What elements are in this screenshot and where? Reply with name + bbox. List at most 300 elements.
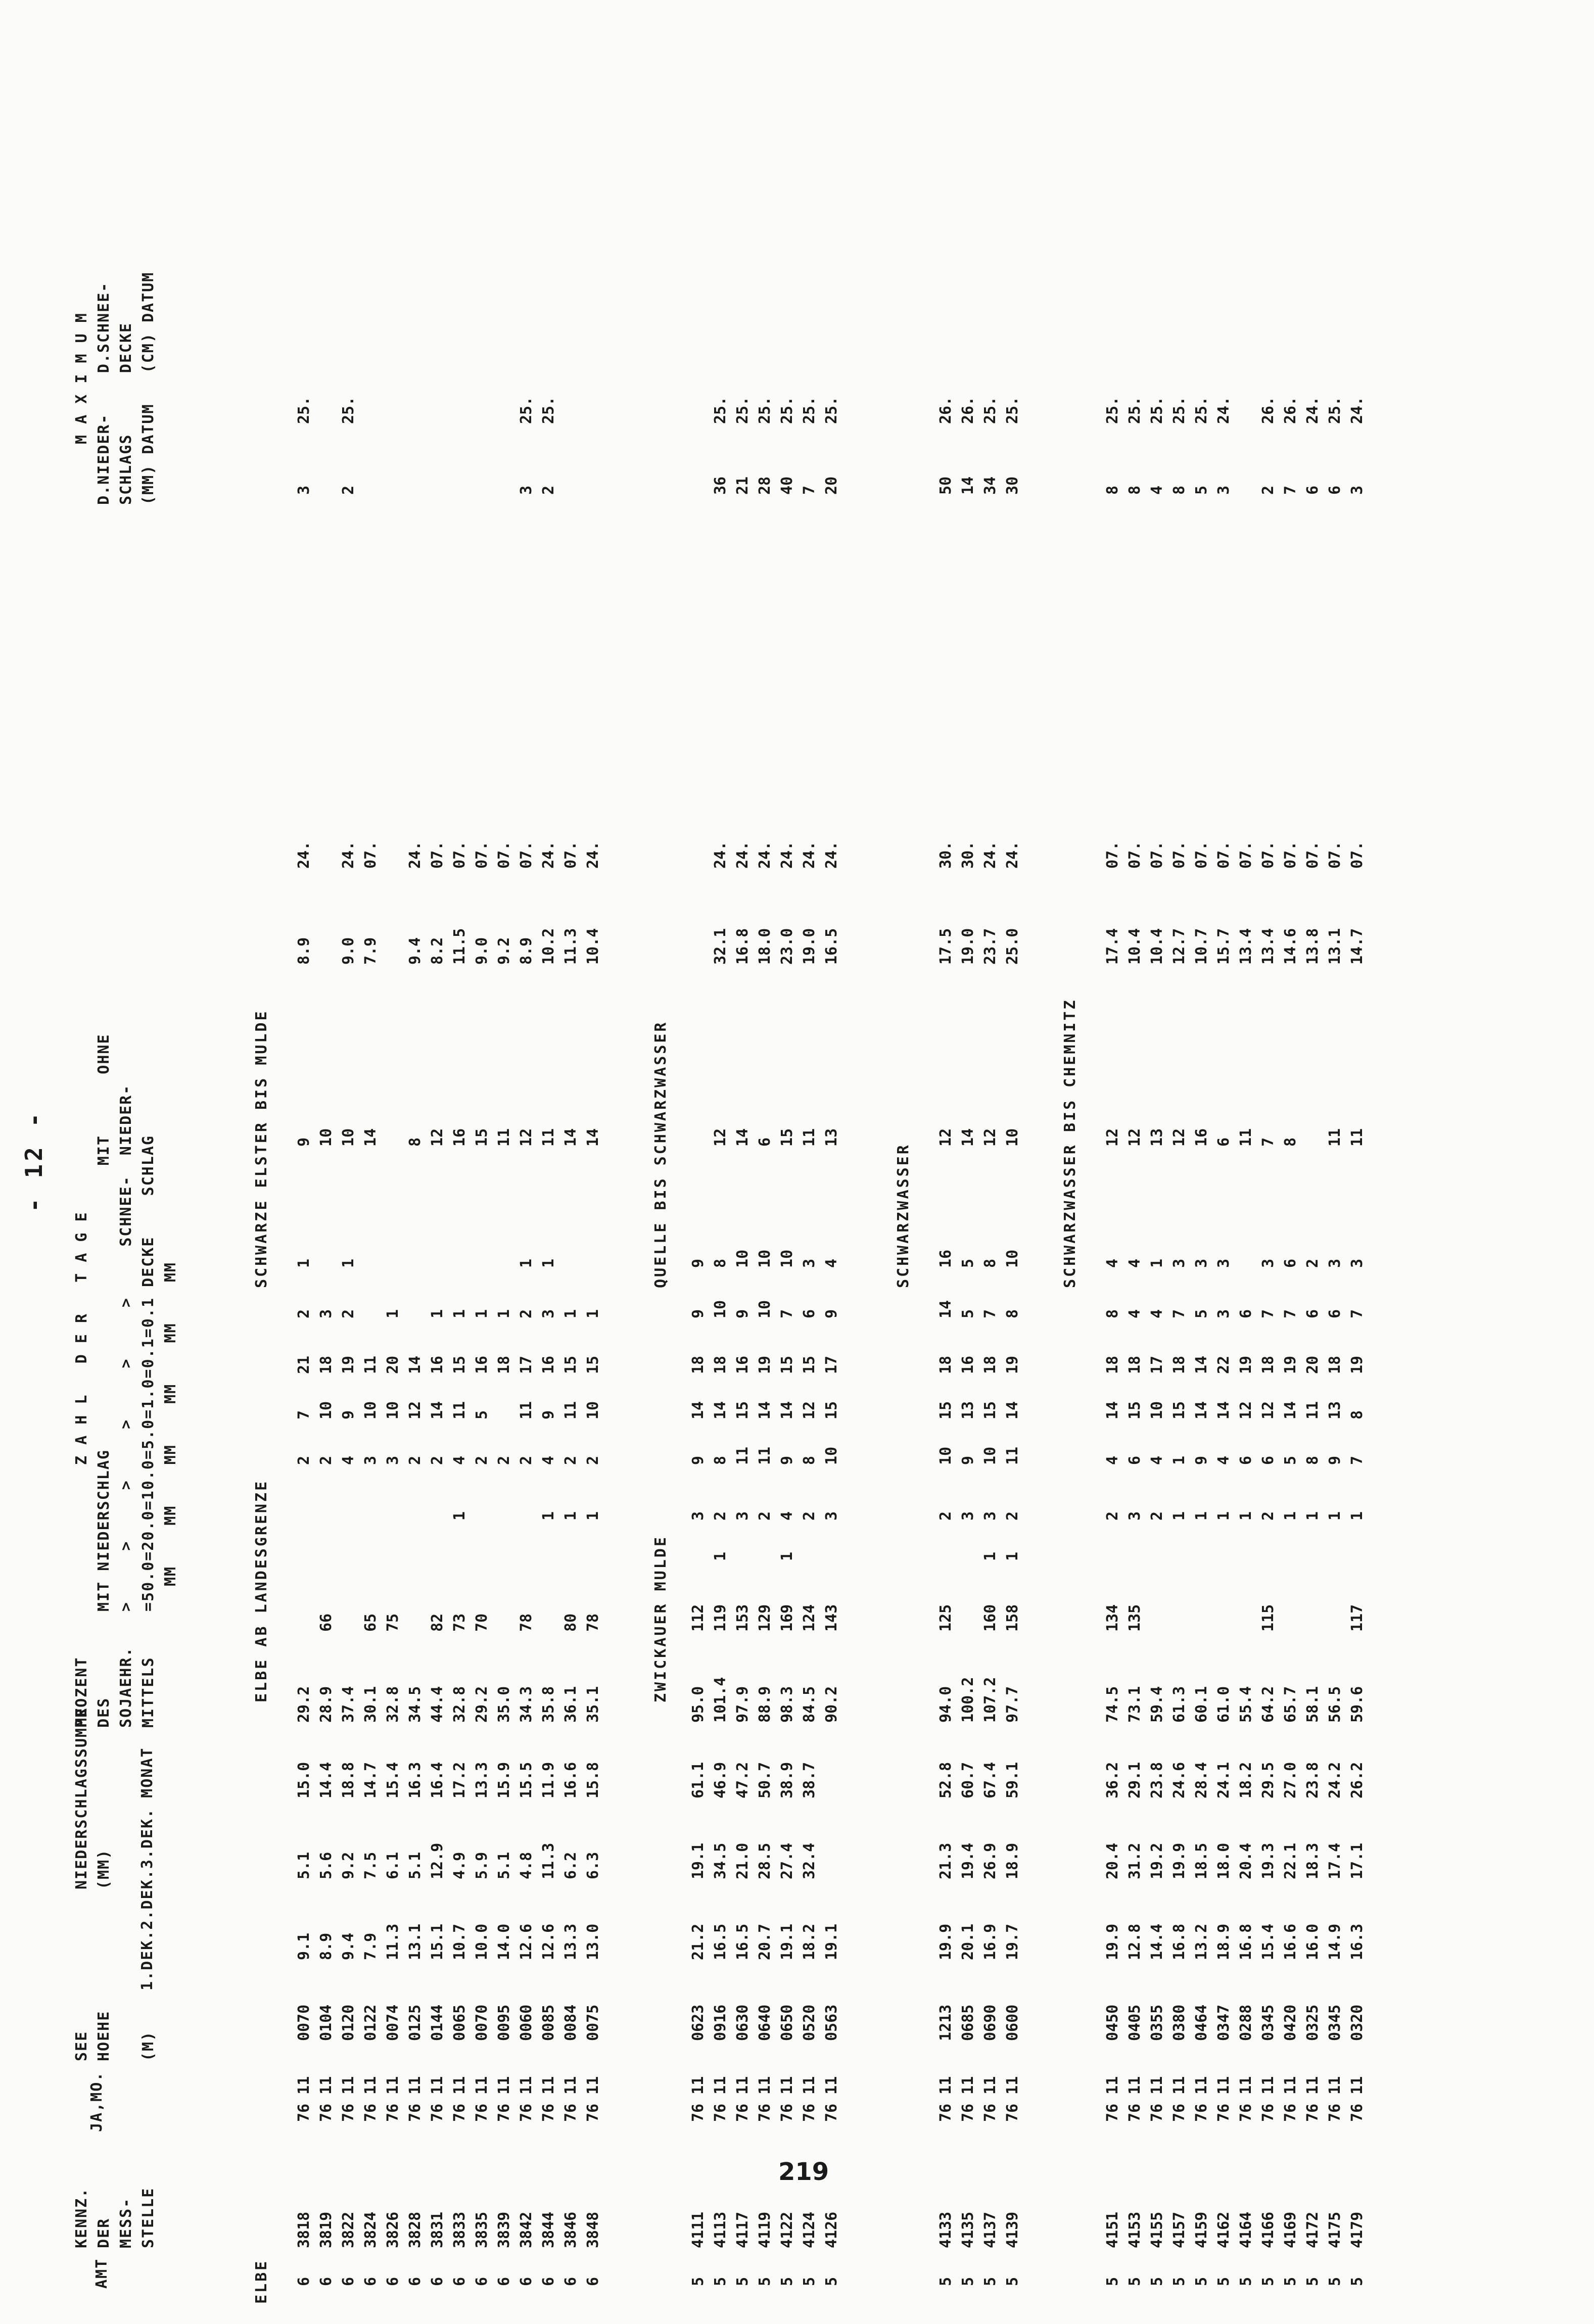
table-cell: 1 (981, 1551, 999, 1561)
table-cell: 9 (1326, 1455, 1344, 1465)
table-cell: 6 (801, 1309, 818, 1318)
table-cell: 5 (689, 2276, 707, 2286)
table-cell: 24.2 (1326, 1762, 1344, 1798)
table-cell: 12 (1237, 1401, 1255, 1419)
table-cell: 0916 (712, 2004, 729, 2041)
table-cell: 13.4 (1237, 928, 1255, 965)
table-cell: 16 (429, 1355, 446, 1374)
table-cell: 15.8 (584, 1762, 602, 1798)
table-cell: 0420 (1282, 2004, 1299, 2041)
table-cell: 15 (473, 1128, 491, 1147)
table-cell: 3 (295, 485, 313, 495)
table-cell: 12 (937, 1128, 955, 1147)
table-cell: 35.8 (540, 1686, 557, 1723)
table-cell: 7 (1348, 1309, 1366, 1318)
table-cell: 10 (823, 1446, 840, 1465)
table-cell: 0070 (295, 2004, 313, 2041)
table-cell: 16.5 (734, 1923, 752, 1960)
table-cell: 29.2 (295, 1686, 313, 1723)
table-cell: 4157 (1170, 2211, 1188, 2248)
table-cell: 19.1 (689, 1842, 707, 1879)
table-cell: 15.4 (384, 1762, 402, 1798)
table-cell: 8 (981, 1258, 999, 1268)
table-cell: 6 (1126, 1455, 1144, 1465)
table-cell: 14 (712, 1401, 729, 1419)
table-cell: 8.9 (295, 937, 313, 965)
table-cell: 4155 (1148, 2211, 1166, 2248)
table-cell: 4111 (689, 2211, 707, 2248)
table-cell: 6 (540, 2276, 557, 2286)
table-cell: 11 (801, 1128, 818, 1147)
table-cell: 5 (1193, 485, 1210, 495)
table-cell: 15 (778, 1355, 796, 1374)
table-cell: 11 (518, 1401, 535, 1419)
table-cell: 16.4 (429, 1762, 446, 1798)
table-cell: 1 (451, 1309, 468, 1318)
table-cell: 2 (473, 1455, 491, 1465)
section-label-elbe: ELBE (253, 2259, 270, 2304)
table-cell: 14 (362, 1128, 380, 1147)
table-cell: 8 (712, 1258, 729, 1268)
table-cell: 07. (1148, 841, 1166, 869)
table-cell: 12 (1170, 1128, 1188, 1147)
table-cell: 5 (1326, 2276, 1344, 2286)
table-cell: 12 (1126, 1128, 1144, 1147)
table-cell: 7.5 (362, 1852, 380, 1879)
table-cell: 0520 (801, 2004, 818, 2041)
table-cell: 0345 (1259, 2004, 1277, 2041)
table-cell: 32.8 (384, 1686, 402, 1723)
table-cell: 7 (1170, 1309, 1188, 1318)
table-cell: 16 (959, 1355, 977, 1374)
table-cell: 1 (1237, 1511, 1255, 1521)
table-cell: 22 (1215, 1355, 1233, 1374)
table-cell: 16.0 (1304, 1923, 1322, 1960)
table-cell: 14.7 (1348, 928, 1366, 965)
table-cell: 76 11 (540, 2076, 557, 2122)
table-cell: 10 (1004, 1128, 1021, 1147)
table-cell: 3 (1215, 485, 1233, 495)
table-cell: 0464 (1193, 2004, 1210, 2041)
table-cell: 76 11 (1237, 2076, 1255, 2122)
table-cell: 5 (959, 1309, 977, 1318)
table-cell: 14 (406, 1355, 424, 1374)
table-cell: 28.4 (1193, 1762, 1210, 1798)
table-cell: 13 (1326, 1401, 1344, 1419)
section-zahl-label-0: SCHWARZE ELSTER BIS MULDE (253, 1009, 270, 1288)
table-cell: 14 (429, 1401, 446, 1419)
table-cell: 78 (584, 1613, 602, 1632)
table-cell: 6 (340, 2276, 357, 2286)
table-cell: 0070 (473, 2004, 491, 2041)
table-cell: 15.0 (295, 1762, 313, 1798)
table-cell: 10 (362, 1401, 380, 1419)
table-cell: 1 (540, 1258, 557, 1268)
table-cell: 26. (1282, 396, 1299, 424)
table-cell: 24. (823, 841, 840, 869)
table-cell: 24. (1215, 396, 1233, 424)
table-cell: 19.9 (1170, 1842, 1188, 1879)
table-cell: 0347 (1215, 2004, 1233, 2041)
table-cell: 76 11 (451, 2076, 468, 2122)
table-cell: 9 (540, 1410, 557, 1419)
table-cell: 24.1 (1215, 1762, 1233, 1798)
table-cell: 5 (1259, 2276, 1277, 2286)
table-cell: 34.3 (518, 1686, 535, 1723)
table-cell: 14 (959, 1128, 977, 1147)
table-cell: 2 (495, 1455, 513, 1465)
table-cell: 12.6 (540, 1923, 557, 1960)
table-cell: 6 (384, 2276, 402, 2286)
header-amt: AMT (93, 2258, 111, 2289)
table-cell: 10 (317, 1401, 335, 1419)
table-cell: 18 (981, 1355, 999, 1374)
table-cell: 76 11 (518, 2076, 535, 2122)
table-cell: 107.2 (981, 1677, 999, 1723)
table-cell: 4119 (756, 2211, 774, 2248)
table-cell: 6 (495, 2276, 513, 2286)
table-cell: 0085 (540, 2004, 557, 2041)
table-cell: 07. (1259, 841, 1277, 869)
table-cell: 4151 (1104, 2211, 1121, 2248)
table-cell: 14 (1104, 1401, 1121, 1419)
table-cell: 9 (340, 1410, 357, 1419)
table-cell: 6 (1237, 1309, 1255, 1318)
table-cell: 3 (1215, 1309, 1233, 1318)
table-cell: 5 (937, 2276, 955, 2286)
table-cell: 4124 (801, 2211, 818, 2248)
table-cell: 10 (712, 1300, 729, 1318)
table-cell: 14.9 (1326, 1923, 1344, 1960)
table-cell: 6 (1326, 1309, 1344, 1318)
table-cell: 0690 (981, 2004, 999, 2041)
table-cell: 5 (1004, 2276, 1021, 2286)
table-cell: 13.0 (584, 1923, 602, 1960)
table-cell: 21.0 (734, 1842, 752, 1879)
table-cell: 76 11 (473, 2076, 491, 2122)
table-cell: 26. (959, 396, 977, 424)
table-cell: 10 (1004, 1249, 1021, 1268)
table-cell: 24. (1304, 396, 1322, 424)
table-cell: 4166 (1259, 2211, 1277, 2248)
table-cell: 10 (1148, 1401, 1166, 1419)
table-cell: 11.3 (562, 928, 580, 965)
table-cell: 134 (1104, 1604, 1121, 1632)
table-cell: 82 (429, 1613, 446, 1632)
table-cell: 20.7 (756, 1923, 774, 1960)
table-cell: 0144 (429, 2004, 446, 2041)
table-cell: 14 (778, 1401, 796, 1419)
table-cell: 5 (712, 2276, 729, 2286)
table-cell: 8.9 (317, 1932, 335, 1960)
table-cell: 3 (362, 1455, 380, 1465)
table-cell: 1 (429, 1309, 446, 1318)
table-cell: 20 (823, 476, 840, 495)
table-cell: 6.1 (384, 1852, 402, 1879)
table-cell: 12.6 (518, 1923, 535, 1960)
table-cell: 74.5 (1104, 1686, 1121, 1723)
table-cell: 07. (1126, 841, 1144, 869)
table-cell: 4169 (1282, 2211, 1299, 2248)
table-cell: 4 (1215, 1455, 1233, 1465)
table-cell: 19 (756, 1355, 774, 1374)
table-cell: 11 (562, 1401, 580, 1419)
table-cell: 76 11 (362, 2076, 380, 2122)
table-cell: 1 (1348, 1511, 1366, 1521)
table-cell: 4164 (1237, 2211, 1255, 2248)
table-cell: 12.8 (1126, 1923, 1144, 1960)
table-cell: 20 (384, 1355, 402, 1374)
table-cell: 15 (778, 1128, 796, 1147)
table-cell: 18.2 (801, 1923, 818, 1960)
table-cell: 3 (734, 1511, 752, 1521)
table-cell: 73.1 (1126, 1686, 1144, 1723)
table-cell: 07. (1326, 841, 1344, 869)
table-cell: 16.8 (734, 928, 752, 965)
table-cell: 9.4 (340, 1932, 357, 1960)
table-cell: 15.5 (518, 1762, 535, 1798)
table-cell: 14.6 (1282, 928, 1299, 965)
table-cell: 19 (1237, 1355, 1255, 1374)
table-cell: 07. (1170, 841, 1188, 869)
table-cell: 18 (495, 1355, 513, 1374)
table-cell: 64.2 (1259, 1686, 1277, 1723)
table-cell: 6 (518, 2276, 535, 2286)
table-cell: 15 (562, 1355, 580, 1374)
table-cell: 10 (756, 1249, 774, 1268)
table-cell: 27.0 (1282, 1762, 1299, 1798)
table-cell: 6 (295, 2276, 313, 2286)
table-cell: 11 (540, 1128, 557, 1147)
table-cell: 3 (518, 485, 535, 495)
table-cell: 0685 (959, 2004, 977, 2041)
table-cell: 9 (1193, 1455, 1210, 1465)
table-cell: 12 (518, 1128, 535, 1147)
table-cell: 4 (1104, 1258, 1121, 1268)
table-cell: 1 (1304, 1511, 1322, 1521)
table-cell: 15 (734, 1401, 752, 1419)
table-cell: 21 (734, 476, 752, 495)
table-cell: 90.2 (823, 1686, 840, 1723)
table-cell: 3 (384, 1455, 402, 1465)
table-cell: 17 (1148, 1355, 1166, 1374)
table-cell: 19 (1282, 1355, 1299, 1374)
table-cell: 12.9 (429, 1842, 446, 1879)
table-cell: 135 (1126, 1604, 1144, 1632)
table-cell: 76 11 (317, 2076, 335, 2122)
table-cell: 76 11 (823, 2076, 840, 2122)
table-cell: 11 (1237, 1128, 1255, 1147)
table-cell: 0380 (1170, 2004, 1188, 2041)
table-cell: 5 (734, 2276, 752, 2286)
table-cell: 76 11 (406, 2076, 424, 2122)
table-cell: 29.1 (1126, 1762, 1144, 1798)
table-cell: 07. (1215, 841, 1233, 869)
table-cell: 6 (756, 1137, 774, 1147)
table-cell: 5 (473, 1410, 491, 1419)
table-cell: 67.4 (981, 1762, 999, 1798)
table-cell: 36 (712, 476, 729, 495)
table-cell: 76 11 (756, 2076, 774, 2122)
table-cell: 76 11 (1282, 2076, 1299, 2122)
table-cell: 4139 (1004, 2211, 1021, 2248)
page-marker: - 12 - (20, 1110, 48, 1212)
table-cell: 18 (1326, 1355, 1344, 1374)
table-cell: 9 (295, 1137, 313, 1147)
table-cell: 1 (340, 1258, 357, 1268)
table-cell: 76 11 (1126, 2076, 1144, 2122)
table-cell: 4 (540, 1455, 557, 1465)
table-cell: 7 (1282, 485, 1299, 495)
table-cell: 12 (981, 1128, 999, 1147)
table-cell: 76 11 (689, 2076, 707, 2122)
table-cell: 6.3 (584, 1852, 602, 1879)
table-cell: 61.0 (1215, 1686, 1233, 1723)
table-cell: 153 (734, 1604, 752, 1632)
table-cell: 10 (778, 1249, 796, 1268)
table-cell: 59.4 (1148, 1686, 1166, 1723)
table-cell: 7 (801, 485, 818, 495)
table-cell: 10 (340, 1128, 357, 1147)
table-cell: 16.3 (406, 1762, 424, 1798)
table-cell: 52.8 (937, 1762, 955, 1798)
table-cell: 76 11 (562, 2076, 580, 2122)
table-cell: 07. (518, 841, 535, 869)
table-cell: 76 11 (1304, 2076, 1322, 2122)
page-number: 219 (778, 2158, 829, 2186)
table-cell: 2 (1148, 1511, 1166, 1521)
table-cell: 38.9 (778, 1762, 796, 1798)
table-cell: 119 (712, 1604, 729, 1632)
table-cell: 44.4 (429, 1686, 446, 1723)
header-see: SEE HOEHE (M) (73, 2010, 157, 2061)
table-cell: 5 (959, 1258, 977, 1268)
table-cell: 15 (801, 1355, 818, 1374)
table-cell: 2 (518, 1455, 535, 1465)
table-cell: 11 (1304, 1401, 1322, 1419)
table-cell: 7 (1348, 1455, 1366, 1465)
table-cell: 4117 (734, 2211, 752, 2248)
table-cell: 0104 (317, 2004, 335, 2041)
table-cell: 6 (473, 2276, 491, 2286)
table-cell: 1 (518, 1258, 535, 1268)
table-cell: 20 (1304, 1355, 1322, 1374)
table-cell: 76 11 (778, 2076, 796, 2122)
table-cell: 9 (734, 1309, 752, 1318)
table-cell: 3846 (562, 2211, 580, 2248)
table-cell: 23.7 (981, 928, 999, 965)
table-cell: 18 (712, 1355, 729, 1374)
table-cell: 25. (1104, 396, 1121, 424)
table-cell: 26.2 (1348, 1762, 1366, 1798)
table-cell: 2 (540, 485, 557, 495)
table-cell: 13 (959, 1401, 977, 1419)
table-cell: 18 (937, 1355, 955, 1374)
table-cell: 4.9 (451, 1852, 468, 1879)
table-cell: 2 (295, 1455, 313, 1465)
table-cell: 3 (1126, 1511, 1144, 1521)
table-cell: 76 11 (1215, 2076, 1233, 2122)
table-cell: 2 (340, 1309, 357, 1318)
table-cell: 1 (295, 1258, 313, 1268)
table-cell: 30. (937, 841, 955, 869)
table-cell: 5 (1193, 2276, 1210, 2286)
table-cell: 24. (584, 841, 602, 869)
table-cell: 14 (689, 1401, 707, 1419)
table-cell: 23.8 (1148, 1762, 1166, 1798)
table-cell: 24.6 (1170, 1762, 1188, 1798)
table-cell: 1 (1004, 1551, 1021, 1561)
table-cell: 84.5 (801, 1686, 818, 1723)
table-cell: 7.9 (362, 1932, 380, 1960)
table-cell: 94.0 (937, 1686, 955, 1723)
table-cell: 2 (1304, 1258, 1322, 1268)
table-cell: 18.3 (1304, 1842, 1322, 1879)
table-cell: 24. (981, 841, 999, 869)
table-cell: 34.5 (406, 1686, 424, 1723)
table-cell: 5.6 (317, 1852, 335, 1879)
table-cell: 61.3 (1170, 1686, 1188, 1723)
table-cell: 12 (801, 1401, 818, 1419)
table-cell: 76 11 (1193, 2076, 1210, 2122)
table-cell: 17.4 (1104, 928, 1121, 965)
table-cell: 19.1 (778, 1923, 796, 1960)
table-cell: 20.4 (1104, 1842, 1121, 1879)
table-cell: 12 (1259, 1401, 1277, 1419)
table-cell: 59.6 (1348, 1686, 1366, 1723)
table-cell: 8 (406, 1137, 424, 1147)
table-cell: 56.5 (1326, 1686, 1344, 1723)
table-cell: 1 (1326, 1511, 1344, 1521)
table-cell: 28.5 (756, 1842, 774, 1879)
table-cell: 8.2 (429, 937, 446, 965)
section-zahl-label-1: QUELLE BIS SCHWARZWASSER (652, 1020, 670, 1288)
table-cell: 9 (823, 1309, 840, 1318)
table-cell: 13.3 (562, 1923, 580, 1960)
table-cell: 76 11 (384, 2076, 402, 2122)
header-zahl-vals: =50.0=20.0=10.0=5.0=1.0=0.1=0.1 DECKE SCHLAG (139, 1135, 157, 1611)
table-cell: 34 (981, 476, 999, 495)
table-cell: 115 (1259, 1604, 1277, 1632)
table-cell: 3 (1326, 1258, 1344, 1268)
table-cell: 4 (1148, 1455, 1166, 1465)
table-cell: 14 (584, 1128, 602, 1147)
table-cell: 3819 (317, 2211, 335, 2248)
table-cell: 3 (801, 1258, 818, 1268)
table-cell: 10 (734, 1249, 752, 1268)
table-cell: 10 (981, 1446, 999, 1465)
table-cell: 2 (1259, 485, 1277, 495)
table-cell: 16.8 (1237, 1923, 1255, 1960)
table-cell: 10.0 (473, 1923, 491, 1960)
table-cell: 6 (1326, 485, 1344, 495)
table-cell: 2 (340, 485, 357, 495)
table-cell: 0345 (1326, 2004, 1344, 2041)
table-cell: 11 (1326, 1128, 1344, 1147)
table-cell: 61.1 (689, 1762, 707, 1798)
table-cell: 97.9 (734, 1686, 752, 1723)
table-cell: 25. (540, 396, 557, 424)
table-cell: 100.2 (959, 1677, 977, 1723)
table-cell: 5 (981, 2276, 999, 2286)
table-cell: 30 (1004, 476, 1021, 495)
table-cell: 3 (317, 1309, 335, 1318)
table-cell: 112 (689, 1604, 707, 1632)
table-cell: 07. (362, 841, 380, 869)
table-cell: 65 (362, 1613, 380, 1632)
table-cell: 19.9 (937, 1923, 955, 1960)
table-cell: 07. (451, 841, 468, 869)
